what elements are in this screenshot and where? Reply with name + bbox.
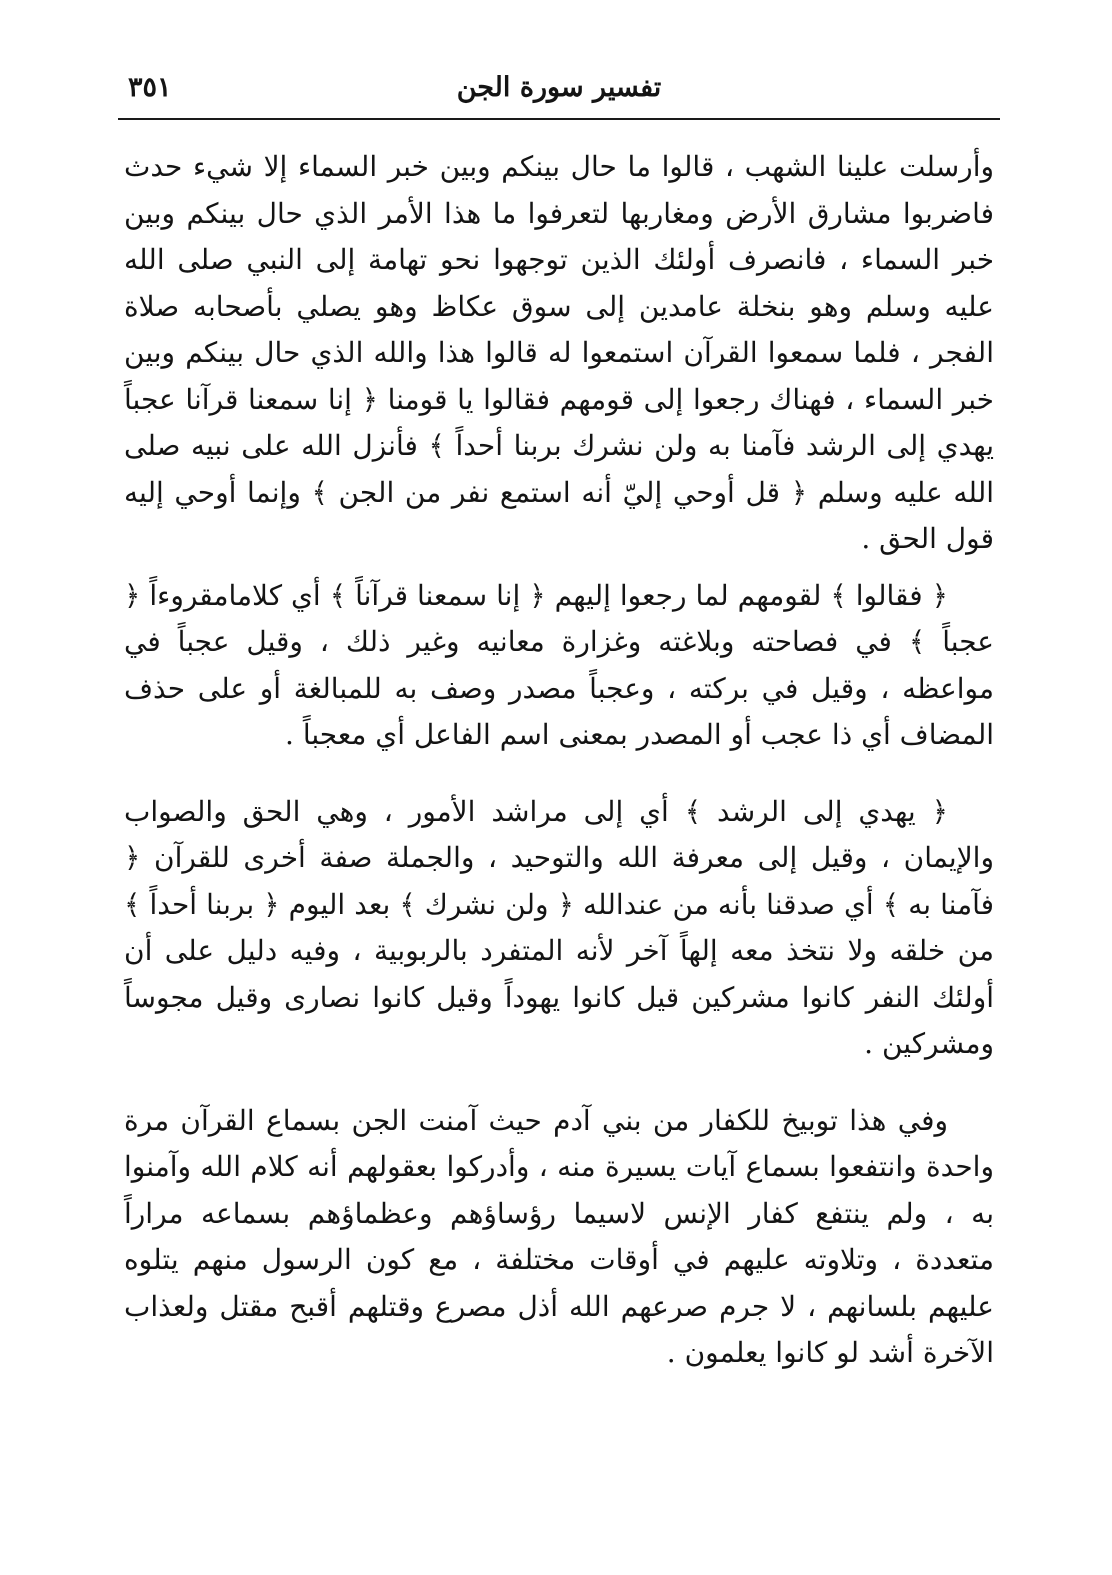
paragraph-3: ﴿ يهدي إلى الرشد ﴾ أي إلى مراشد الأمور ، وهي الحق والصواب والإيمان ، وقيل إلى معرفة الله والتوحيد ، والجملة صفة أخرى للقرآن ﴿ فآمنا به ﴾ أي صدقنا بأنه من عندالله ﴿ ولن نشرك ﴾ بعد اليوم ﴿ بربنا أحداً ﴾ من خلقه ولا نتخذ معه إلهاً آخر لأنه المتفرد بالربوبية ، وفيه دليل على أن أولئك النفر كانوا مشركين قيل كانوا يهوداً وقيل كانوا نصارى وقيل مجوساً ومشركين .: [124, 794, 995, 1060]
page-header: [118, 66, 1000, 116]
paragraph-4: وفي هذا توبيخ للكفار من بني آدم حيث آمنت الجن بسماع القرآن مرة واحدة وانتفعوا بسماع آيات يسيرة منه ، وأدركوا بعقولهم أنه كلام الله وآمنوا به ، ولم ينتفع كفار الإنس لاسيما رؤساؤهم وعظماؤهم بسماعه مراراً متعددة ، وتلاوته عليهم في أوقات مختلفة ، مع كون الرسول منهم يتلوه عليهم بلسانهم ، لا جرم صرعهم الله أذل مصرع وقتلهم أقبح مقتل ولعذاب الآخرة أشد لو كانوا يعلمون .: [124, 1103, 994, 1369]
page-number: ٣٥١: [128, 72, 172, 103]
page-body: [124, 144, 994, 1377]
header-divider: [118, 118, 1000, 120]
paragraph-1: وأرسلت علينا الشهب ، قالوا ما حال بينكم وبين خبر السماء إلا شيء حدث فاضربوا مشارق الأرض ومغاربها لتعرفوا ما هذا الأمر الذي حال بينكم وبين خبر السماء ، فانصرف أولئك الذين توجهوا نحو تهامة إلى النبي صلى الله عليه وسلم وهو بنخلة عامدين إلى سوق عكاظ وهو يصلي بأصحابه صلاة الفجر ، فلما سمعوا القرآن استمعوا له قالوا هذا والله الذي حال بينكم وبين خبر السماء ، فهناك رجعوا إلى قومهم فقالوا يا قومنا ﴿ إنا سمعنا قرآنا عجباً يهدي إلى الرشد فآمنا به ولن نشرك بربنا أحداً ﴾ فأنزل الله على نبيه صلى الله عليه وسلم ﴿ قل أوحي إليّ أنه استمع نفر من الجن ﴾ وإنما أوحي إليه قول الحق .: [124, 150, 994, 555]
paragraph-2: ﴿ فقالوا ﴾ لقومهم لما رجعوا إليهم ﴿ إنا سمعنا قرآناً ﴾ أي كلامامقروءاً ﴿ عجباً ﴾ في فصاحته وبلاغته وغزارة معانيه وغير ذلك ، وقيل عجباً في مواعظه ، وقيل في بركته ، وعجباً مصدر وصف به للمبالغة أو على حذف المضاف أي ذا عجب أو المصدر بمعنى اسم الفاعل أي معجباً .: [124, 578, 994, 751]
running-title: تفسير سورة الجن: [456, 72, 662, 103]
